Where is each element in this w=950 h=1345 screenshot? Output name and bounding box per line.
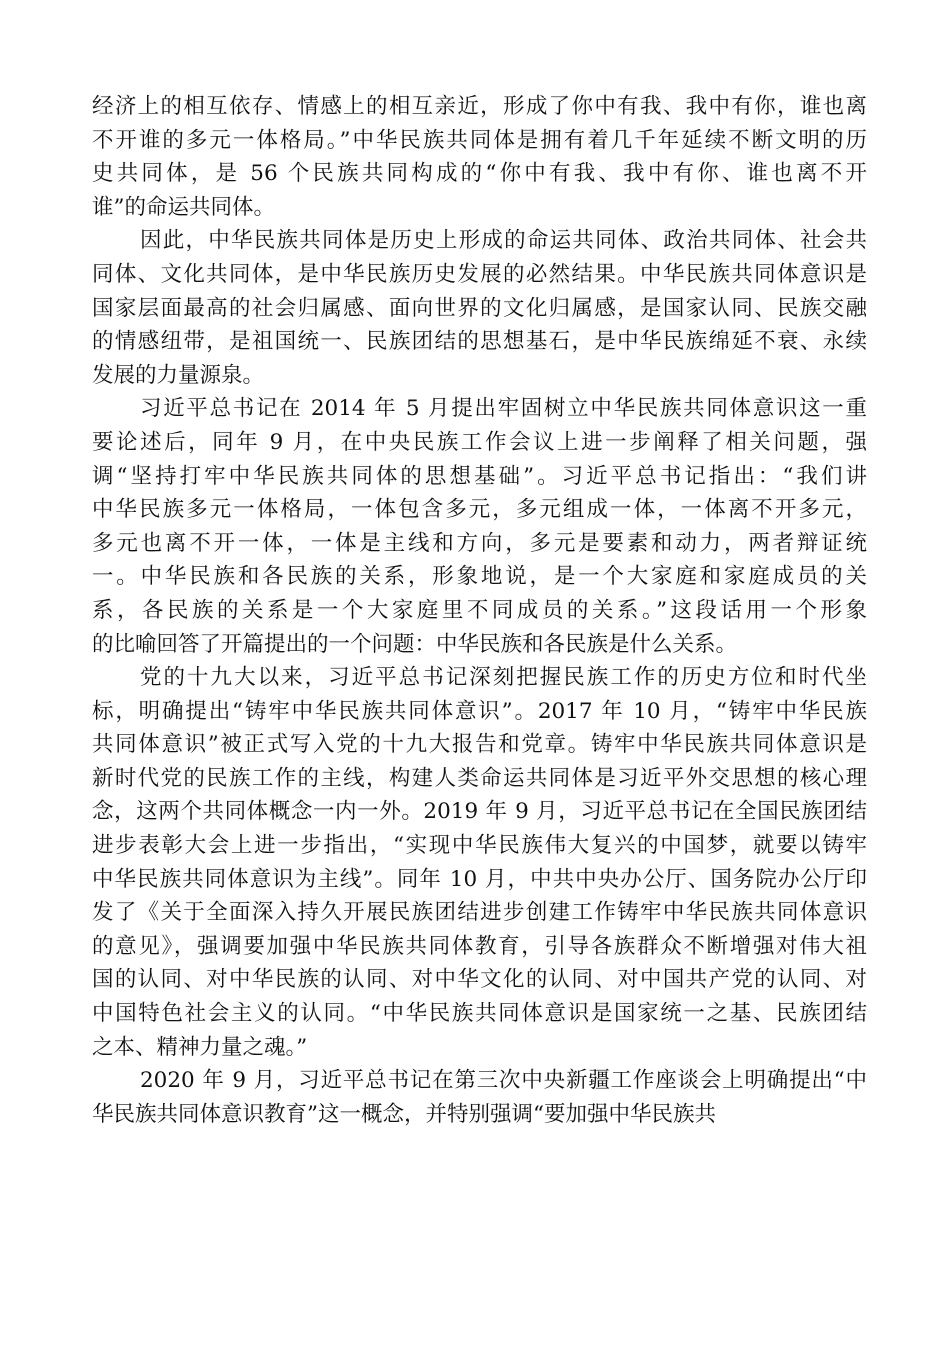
- text-line: 新时代党的民族工作的主线，构建人类命运共同体是习近平外交思想的核心理: [92, 765, 867, 791]
- paragraph: [92, 661, 867, 1064]
- text-line: 2020 年 9 月，习近平总书记在第三次中央新疆工作座谈会上明确提出“中: [140, 1068, 867, 1094]
- text-line: 习近平总书记在 2014 年 5 月提出牢固树立中华民族共同体意识这一重: [140, 396, 867, 422]
- text-line: 要论述后，同年 9 月，在中央民族工作会议上进一步阐释了相关问题，强: [92, 429, 867, 455]
- text-line: 党的十九大以来，习近平总书记深刻把握民族工作的历史方位和时代坐: [140, 665, 867, 691]
- text-line: 发展的力量源泉。: [92, 362, 265, 388]
- text-line: 谁”的命运共同体。: [92, 194, 275, 220]
- text-line: 多元也离不开一体，一体是主线和方向，多元是要素和动力，两者辩证统: [92, 530, 867, 556]
- text-line: 中国特色社会主义的认同。“中华民族共同体意识是国家统一之基、民族团结: [92, 1001, 867, 1027]
- text-line: 标，明确提出“铸牢中华民族共同体意识”。2017 年 10 月，“铸牢中华民族: [92, 698, 867, 724]
- text-line: 国家层面最高的社会归属感、面向世界的文化归属感，是国家认同、民族交融: [92, 295, 867, 321]
- text-line: 进步表彰大会上进一步指出，“实现中华民族伟大复兴的中国梦，就要以铸牢: [92, 833, 867, 859]
- text-line: 共同体意识”被正式写入党的十九大报告和党章。铸牢中华民族共同体意识是: [92, 732, 867, 758]
- text-line: 国的认同、对中华民族的认同、对中华文化的认同、对中国共产党的认同、对: [92, 967, 867, 993]
- text-line: 念，这两个共同体概念一内一外。2019 年 9 月，习近平总书记在全国民族团结: [92, 799, 867, 825]
- text-line: 的意见》，强调要加强中华民族共同体教育，引导各族群众不断增强对伟大祖: [92, 933, 867, 959]
- text-line: 一。中华民族和各民族的关系，形象地说，是一个大家庭和家庭成员的关: [92, 564, 867, 590]
- text-line: 经济上的相互依存、情感上的相互亲近，形成了你中有我、我中有你，谁也离: [92, 94, 867, 119]
- paragraph: [92, 90, 867, 224]
- text-line: 中华民族共同体意识为主线”。同年 10 月，中共中央办公厅、国务院办公厅印: [92, 866, 867, 892]
- text-line: 中华民族多元一体格局，一体包含多元，多元组成一体，一体离不开多元，: [92, 497, 867, 523]
- text-line: 同体、文化共同体，是中华民族历史发展的必然结果。中华民族共同体意识是: [92, 261, 867, 287]
- text-line: 史共同体，是 56 个民族共同构成的“你中有我、我中有你、谁也离不开: [92, 161, 867, 187]
- text-line: 发了《关于全面深入持久开展民族团结进步创建工作铸牢中华民族共同体意识: [92, 900, 867, 926]
- paragraph: [92, 392, 867, 661]
- text-line: 不开谁的多元一体格局。”中华民族共同体是拥有着几千年延续不断文明的历: [92, 127, 867, 153]
- text-line: 调“坚持打牢中华民族共同体的思想基础”。习近平总书记指出：“我们讲: [92, 463, 867, 489]
- text-line: 系，各民族的关系是一个大家庭里不同成员的关系。”这段话用一个形象: [92, 597, 867, 623]
- text-line: 的比喻回答了开篇提出的一个问题：中华民族和各民族是什么关系。: [92, 631, 738, 657]
- text-line: 因此，中华民族共同体是历史上形成的命运共同体、政治共同体、社会共: [140, 228, 867, 254]
- paragraph: [92, 224, 867, 392]
- text-line: 华民族共同体意识教育”这一概念，并特别强调“要加强中华民族共: [92, 1101, 716, 1127]
- text-line: 之本、精神力量之魂。”: [92, 1034, 308, 1060]
- paragraph: [92, 1064, 867, 1131]
- document-body: [92, 90, 867, 1131]
- text-line: 的情感纽带，是祖国统一、民族团结的思想基石，是中华民族绵延不衰、永续: [92, 329, 867, 355]
